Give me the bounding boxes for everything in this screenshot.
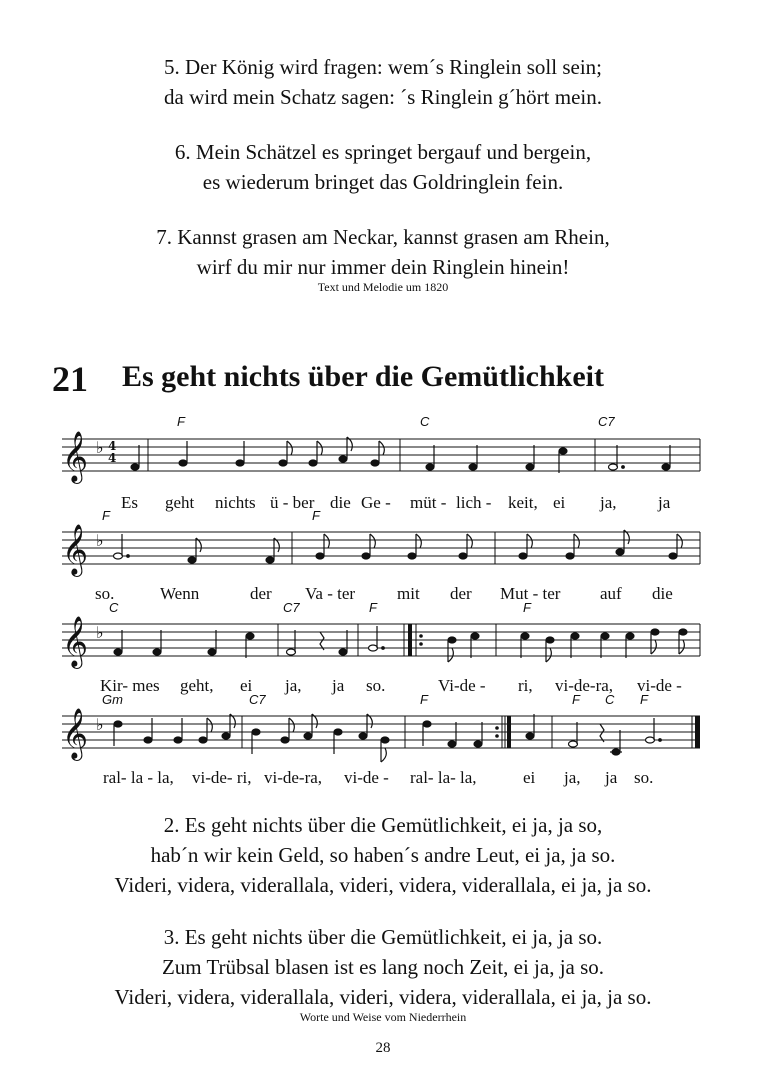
lyric-syllable: der [250, 584, 272, 603]
lyric-syllable: mit [397, 584, 420, 603]
svg-text:𝄞: 𝄞 [62, 431, 89, 482]
svg-text:𝄞: 𝄞 [62, 708, 89, 759]
chord-label: Gm [102, 692, 123, 707]
lyric-syllable: vi-de-ra, [555, 676, 614, 695]
lyric-syllable: ü - ber [270, 493, 315, 512]
verse-line: 3. Es geht nichts über die Gemütlichkeit, ei ja, ja so. [163, 925, 603, 949]
lyric-syllable: ja [658, 493, 671, 512]
verse-5 [0, 52, 766, 112]
lyric-syllable: ja, [600, 493, 617, 512]
chord-label: C [605, 692, 615, 707]
chord-label: F [369, 600, 377, 615]
bottom-credit: Worte und Weise vom Niederrhein [299, 1010, 467, 1024]
lyric-syllable: Vi-de - [438, 676, 486, 695]
svg-text:𝄞: 𝄞 [62, 524, 89, 575]
song-number: 21 [52, 359, 88, 399]
verse-2 [0, 810, 766, 900]
svg-text:𝄞: 𝄞 [62, 616, 89, 667]
verse-line: 6. Mein Schätzel es springet bergauf und bergein, [174, 140, 592, 164]
lyric-syllable: Mut - ter [500, 584, 561, 603]
verse-7 [0, 222, 766, 282]
chord-label: C7 [598, 414, 615, 429]
chord-label: C [420, 414, 430, 429]
verse-line: Zum Trübsal blasen ist es lang noch Zeit, ei ja, ja so. [161, 955, 605, 979]
verse-line: es wiederum bringet das Goldringlein fein. [202, 170, 564, 194]
chord-label: F [572, 692, 580, 707]
lyric-syllable: Wenn [160, 584, 200, 603]
lyric-syllable: so. [366, 676, 386, 695]
lyric-syllable: Kir- mes [100, 676, 160, 695]
lyric-syllable: so. [95, 584, 115, 603]
chord-label: F [312, 508, 320, 523]
lyric-syllable: vi-de - [344, 768, 389, 787]
svg-text:4: 4 [108, 439, 117, 453]
svg-text:♭: ♭ [96, 623, 104, 642]
verse-line: 2. Es geht nichts über die Gemütlichkeit, ei ja, ja so, [163, 813, 603, 837]
svg-text:♭: ♭ [96, 531, 104, 550]
chord-label: C7 [283, 600, 300, 615]
lyric-syllable: ja, [564, 768, 581, 787]
chord-label: F [102, 508, 110, 523]
lyric-syllable: der [450, 584, 472, 603]
verse-line: Videri, videra, viderallala, videri, videra, viderallala, ei ja, ja so. [114, 873, 652, 897]
lyric-syllable: Es [121, 493, 138, 512]
verse-line: 5. Der König wird fragen: wem´s Ringlein soll sein; [163, 55, 602, 79]
verse-line: Videri, videra, viderallala, videri, videra, viderallala, ei ja, ja so. [114, 985, 652, 1009]
top-credit: Text und Melodie um 1820 [317, 280, 449, 294]
lyric-syllable: müt - [410, 493, 447, 512]
lyric-syllable: nichts [215, 493, 256, 512]
svg-text:4: 4 [108, 451, 117, 465]
verse-line: 7. Kannst grasen am Neckar, kannst grasen am Rhein, [156, 225, 610, 249]
lyric-syllable: ri, [518, 676, 533, 695]
chord-label: C [109, 600, 119, 615]
verse-line: hab´n wir kein Geld, so haben´s andre Leut, ei ja, ja so. [150, 843, 616, 867]
lyric-syllable: keit, [508, 493, 538, 512]
lyric-syllable: die [330, 493, 351, 512]
lyric-syllable: Ge - [361, 493, 391, 512]
chord-label: F [177, 414, 185, 429]
lyric-syllable: so. [634, 768, 654, 787]
lyric-syllable: ral- la- la, [410, 768, 477, 787]
svg-text:♭: ♭ [96, 715, 104, 734]
lyric-syllable: auf [600, 584, 622, 603]
svg-text:♭: ♭ [96, 438, 104, 457]
lyric-syllable: ja [332, 676, 345, 695]
lyric-syllable: ja, [285, 676, 302, 695]
lyric-syllable: ja [605, 768, 618, 787]
lyric-syllable: ral- la - la, [103, 768, 174, 787]
verse-line: wirf du mir nur immer dein Ringlein hinein! [196, 255, 570, 279]
chord-label: C7 [249, 692, 266, 707]
lyric-syllable: Va - ter [305, 584, 356, 603]
lyric-syllable: ei [240, 676, 253, 695]
song-title: Es geht nichts über die Gemütlichkeit [122, 360, 604, 393]
chord-label: F [420, 692, 428, 707]
lyric-syllable: vi-de - [637, 676, 682, 695]
lyric-syllable: vi-de- ri, [192, 768, 252, 787]
lyric-syllable: die [652, 584, 673, 603]
verse-line: da wird mein Schatz sagen: ´s Ringlein g´hört mein. [164, 85, 602, 109]
lyric-syllable: vi-de-ra, [264, 768, 323, 787]
lyric-syllable: ei [553, 493, 566, 512]
lyric-syllable: geht [165, 493, 195, 512]
chord-label: F [523, 600, 531, 615]
chord-label: F [640, 692, 648, 707]
verse-6 [0, 137, 766, 197]
page-number: 28 [375, 1040, 391, 1056]
lyric-syllable: lich - [456, 493, 492, 512]
lyric-syllable: geht, [180, 676, 214, 695]
lyric-syllable: ei [523, 768, 536, 787]
verse-3 [0, 922, 766, 1012]
